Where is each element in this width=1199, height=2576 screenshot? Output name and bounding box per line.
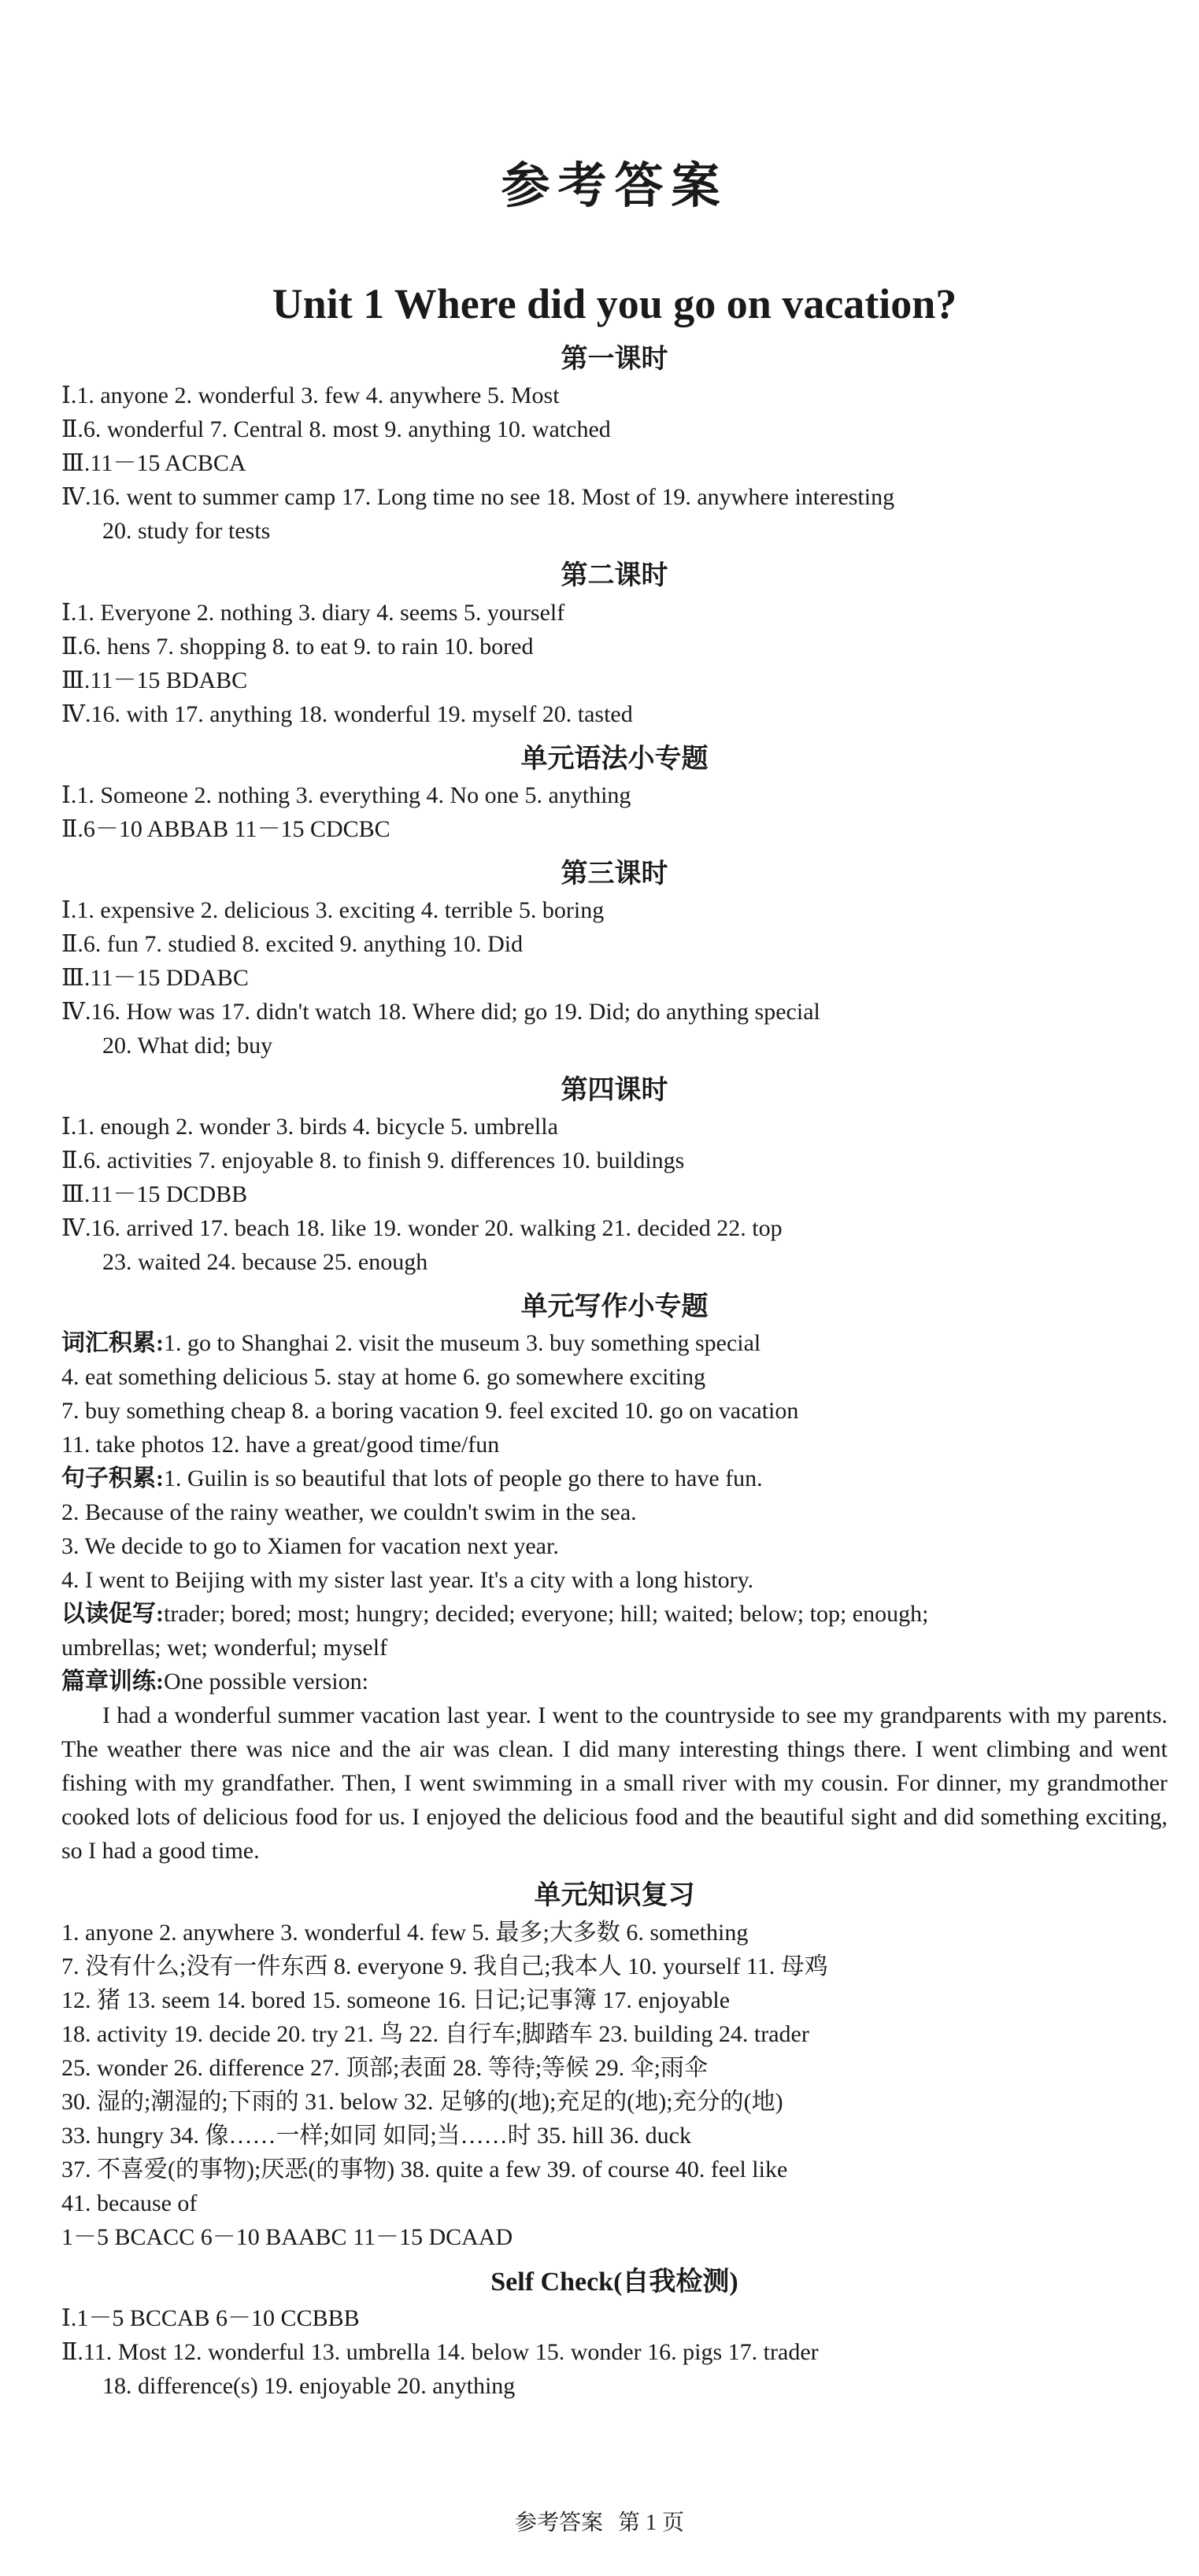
section-title: 第四课时 <box>561 1075 668 1105</box>
unit-title: Unit 1 Where did you go on vacation? <box>272 280 957 328</box>
sentence-line: 4. I went to Beijing with my sister last year. It's a city with a long history. <box>61 1567 754 1594</box>
answer-line: Ⅲ.11－15 BDABC <box>61 667 248 693</box>
vocab-line: 7. buy something cheap 8. a boring vacation 9. feel excited 10. go on vacation <box>61 1398 799 1425</box>
answer-line: Ⅱ.6－10 ABBAB 11－15 CDCBC <box>61 815 390 842</box>
review-line: 18. activity 19. decide 20. try 21. 鸟 22. 自行车;脚踏车 23. building 24. trader <box>61 2020 809 2047</box>
vocab-label: 词汇积累: <box>61 1330 164 1357</box>
review-line: 1. anyone 2. anywhere 3. wonderful 4. few 5. 最多;大多数 6. something <box>61 1919 749 1946</box>
answer-line: 20. study for tests <box>102 518 271 545</box>
answer-line: Ⅳ.16. How was 17. didn't watch 18. Where did; go 19. Did; do anything special <box>61 998 820 1025</box>
answer-line: Ⅲ.11－15 DDABC <box>61 964 249 991</box>
essay-intro: One possible version: <box>164 1669 368 1695</box>
vocab-line-first <box>61 1326 1168 1360</box>
review-line: 33. hungry 34. 像……一样;如同 如同;当……时 35. hill 36. duck <box>61 2122 691 2149</box>
answer-line: Ⅱ.6. wonderful 7. Central 8. most 9. anything 10. watched <box>61 416 611 443</box>
review-section <box>61 1879 1168 2253</box>
read-write-label: 以读促写: <box>61 1601 164 1628</box>
review-lines <box>61 1916 1168 2254</box>
vocab-line: 11. take photos 12. have a great/good time/fun <box>61 1432 500 1458</box>
answer-line: 23. waited 24. because 25. enough <box>102 1249 428 1276</box>
lesson-section <box>61 857 1168 1063</box>
answer-line: Ⅰ.1. enough 2. wonder 3. birds 4. bicycle 5. umbrella <box>61 1114 558 1140</box>
answer-line: Ⅰ.1. Someone 2. nothing 3. everything 4. No one 5. anything <box>61 782 631 808</box>
read-write-line-2: umbrellas; wet; wonderful; myself <box>61 1635 388 1661</box>
vocab-text: 1. go to Shanghai 2. visit the museum 3. buy something special <box>164 1330 761 1357</box>
essay-label: 篇章训练: <box>61 1669 164 1695</box>
review-line: 25. wonder 26. difference 27. 顶部;表面 28. 等待;等候 29. 伞;雨伞 <box>61 2054 709 2081</box>
page-title: 参考答案 <box>501 160 728 213</box>
essay-text: I had a wonderful summer vacation last year. I went to the countryside to see my grandparents with my parents. The weather there was nice and the air was clean. I did many interesting things there. I went climbing and went fishing with my grandfather. Then, I went swimming in a small river with my cousin. For dinner, my grandmother cooked lots of delicious food for us. I enjoyed the delicious food and the beautiful sight and did something exciting, so I had a good time. <box>61 1702 1168 1865</box>
review-section-title: 单元知识复习 <box>534 1881 695 1911</box>
answer-line: Ⅳ.16. arrived 17. beach 18. like 19. wonder 20. walking 21. decided 22. top <box>61 1215 783 1242</box>
self-check-section <box>61 2265 1168 2403</box>
sentence-label: 句子积累: <box>61 1465 164 1492</box>
answer-line: Ⅳ.16. with 17. anything 18. wonderful 19. myself 20. tasted <box>61 700 633 727</box>
self-check-lines <box>61 2301 1168 2403</box>
self-check-line: Ⅰ.1－5 BCCAB 6－10 CCBBB <box>61 2304 360 2331</box>
footer-label: 参考答案 <box>514 2511 603 2535</box>
self-check-line: 18. difference(s) 19. enjoyable 20. anything <box>102 2372 516 2399</box>
sentence-line: 3. We decide to go to Xiamen for vacation next year. <box>61 1533 559 1560</box>
answer-line: Ⅱ.6. fun 7. studied 8. excited 9. anything 10. Did <box>61 930 524 957</box>
sentence-text: 1. Guilin is so beautiful that lots of people go there to have fun. <box>164 1465 763 1492</box>
section-title: 单元语法小专题 <box>520 744 709 774</box>
vocab-line: 4. eat something delicious 5. stay at home 6. go somewhere exciting <box>61 1364 706 1391</box>
review-line: 30. 湿的;潮湿的;下雨的 31. below 32. 足够的(地);充足的(地);充分的(地) <box>61 2088 783 2115</box>
section-title: 第一课时 <box>561 345 668 375</box>
lesson-section <box>61 559 1168 730</box>
footer-page-number: 第 1 页 <box>618 2511 685 2535</box>
lesson-section <box>61 342 1168 548</box>
lesson-sections <box>61 342 1168 1279</box>
answer-line: Ⅲ.11－15 ACBCA <box>61 450 246 477</box>
read-write-text: trader; bored; most; hungry; decided; everyone; hill; waited; below; top; enough; <box>164 1601 929 1628</box>
answer-line: Ⅳ.16. went to summer camp 17. Long time no see 18. Most of 19. anywhere interesting <box>61 484 895 511</box>
writing-section <box>61 1290 1168 1868</box>
sentence-line: 2. Because of the rainy weather, we couldn't swim in the sea. <box>61 1499 637 1526</box>
lesson-section <box>61 1074 1168 1279</box>
self-check-title: Self Check(自我检测) <box>490 2267 738 2297</box>
review-line: 12. 猪 13. seem 14. bored 15. someone 16. 日记;记事簿 17. enjoyable <box>61 1987 731 2013</box>
self-check-line: Ⅱ.11. Most 12. wonderful 13. umbrella 14. below 15. wonder 16. pigs 17. trader <box>61 2338 819 2365</box>
writing-section-title: 单元写作小专题 <box>520 1292 709 1322</box>
answer-line: Ⅱ.6. hens 7. shopping 8. to eat 9. to rain 10. bored <box>61 633 534 660</box>
read-write-line <box>61 1597 1168 1631</box>
lesson-section <box>61 742 1168 846</box>
answer-line: 20. What did; buy <box>102 1032 273 1059</box>
section-title: 第三课时 <box>561 859 668 889</box>
answer-line: Ⅱ.6. activities 7. enjoyable 8. to finish 9. differences 10. buildings <box>61 1148 685 1174</box>
page-footer <box>0 2505 1199 2537</box>
review-line: 7. 没有什么;没有一件东西 8. everyone 9. 我自己;我本人 10. yourself 11. 母鸡 <box>61 1953 828 1979</box>
review-line: 41. because of <box>61 2190 198 2216</box>
answer-line: Ⅰ.1. Everyone 2. nothing 3. diary 4. seems 5. yourself <box>61 599 565 626</box>
review-line: 37. 不喜爱(的事物);厌恶(的事物) 38. quite a few 39. of course 40. feel like <box>61 2156 788 2182</box>
section-title: 第二课时 <box>561 561 668 591</box>
answer-line: Ⅰ.1. anyone 2. wonderful 3. few 4. anywhere 5. Most <box>61 383 560 409</box>
essay-intro-line <box>61 1665 1168 1698</box>
answer-line: Ⅰ.1. expensive 2. delicious 3. exciting 4. terrible 5. boring <box>61 896 605 923</box>
sentence-line-first <box>61 1462 1168 1495</box>
review-line: 1－5 BCACC 6－10 BAABC 11－15 DCAAD <box>61 2223 513 2250</box>
answer-line: Ⅲ.11－15 DCDBB <box>61 1181 248 1208</box>
